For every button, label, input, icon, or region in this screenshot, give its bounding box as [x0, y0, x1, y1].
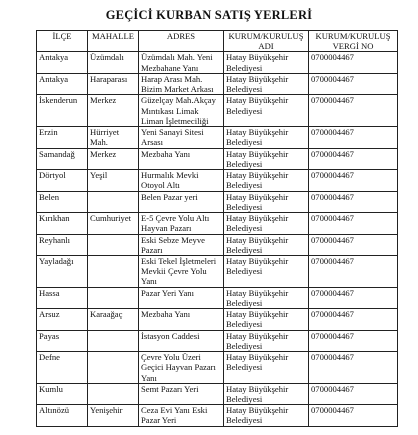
cell-mahalle [88, 191, 139, 213]
cell-vergi-no: 0700004467 [309, 330, 398, 352]
cell-mahalle: Karaağaç [88, 309, 139, 331]
cell-mahalle: Üzümdalı [88, 52, 139, 74]
cell-adres: Pazar Yeri Yanı [139, 287, 224, 309]
table-row [37, 330, 398, 352]
cell-ilce: Dörtyol [37, 170, 88, 192]
cell-ilce: İskenderun [37, 95, 88, 127]
cell-adres: Hurmalık Mevki Otoyol Altı [139, 170, 224, 192]
cell-adres: Semt Pazarı Yeri [139, 383, 224, 405]
cell-adres: E-5 Çevre Yolu Altı Hayvan Pazarı [139, 213, 224, 235]
cell-kurum-adi: Hatay Büyükşehir Belediyesi [224, 234, 309, 256]
document-title: GEÇİCİ KURBAN SATIŞ YERLERİ [105, 8, 313, 22]
cell-ilce: Reyhanlı [37, 234, 88, 256]
cell-adres: Mezbaha Yanı [139, 309, 224, 331]
cell-ilce: Samandağ [37, 148, 88, 170]
table-row [37, 191, 398, 213]
cell-mahalle: Merkez [88, 95, 139, 127]
header-mahalle: MAHALLE [88, 31, 139, 52]
cell-kurum-adi: Hatay Büyükşehir Belediyesi [224, 52, 309, 74]
cell-vergi-no: 0700004467 [309, 73, 398, 95]
cell-kurum-adi: Hatay Büyükşehir Belediyesi [224, 309, 309, 331]
cell-mahalle: Yenişehir [88, 405, 139, 427]
cell-ilce: Kırıkhan [37, 213, 88, 235]
cell-vergi-no: 0700004467 [309, 309, 398, 331]
cell-adres: Eski Tekel İşletmeleri Mevkii Çevre Yolu Yanı [139, 256, 224, 288]
cell-mahalle: Hürriyet Mah. [88, 127, 139, 149]
cell-adres: Eski Sebze Meyve Pazarı [139, 234, 224, 256]
table-row [37, 234, 398, 256]
header-ilce: İLÇE [37, 31, 88, 52]
cell-mahalle: Cumhuriyet [88, 213, 139, 235]
table-row [37, 287, 398, 309]
cell-ilce: Arsuz [37, 309, 88, 331]
cell-ilce: Kumlu [37, 383, 88, 405]
sales-locations-table [36, 30, 398, 427]
cell-kurum-adi: Hatay Büyükşehir Belediyesi [224, 148, 309, 170]
cell-adres: Üzümdalı Mah. Yeni Mezbahane Yanı [139, 52, 224, 74]
table-row [37, 213, 398, 235]
cell-ilce: Hassa [37, 287, 88, 309]
cell-vergi-no: 0700004467 [309, 213, 398, 235]
table-row [37, 405, 398, 427]
cell-ilce: Defne [37, 352, 88, 384]
cell-adres: Ceza Evi Yanı Eski Pazar Yeri [139, 405, 224, 427]
header-adres: ADRES [139, 31, 224, 52]
cell-kurum-adi: Hatay Büyükşehir Belediyesi [224, 256, 309, 288]
cell-vergi-no: 0700004467 [309, 127, 398, 149]
table-row [37, 73, 398, 95]
cell-vergi-no: 0700004467 [309, 352, 398, 384]
cell-kurum-adi: Hatay Büyükşehir Belediyesi [224, 352, 309, 384]
cell-adres: Harap Arası Mah. Bizim Market Arkası [139, 73, 224, 95]
cell-ilce: Belen [37, 191, 88, 213]
cell-adres: Mezbaha Yanı [139, 148, 224, 170]
cell-adres: Yeni Sanayi Sitesi Arsası [139, 127, 224, 149]
table-row [37, 52, 398, 74]
cell-adres: Belen Pazar yeri [139, 191, 224, 213]
table-header-row [37, 31, 398, 52]
cell-kurum-adi: Hatay Büyükşehir Belediyesi [224, 405, 309, 427]
cell-mahalle [88, 330, 139, 352]
cell-vergi-no: 0700004467 [309, 170, 398, 192]
header-vergi-no: KURUM/KURULUŞ VERGİ NO [309, 31, 398, 52]
cell-ilce: Antakya [37, 73, 88, 95]
cell-kurum-adi: Hatay Büyükşehir Belediyesi [224, 191, 309, 213]
cell-vergi-no: 0700004467 [309, 191, 398, 213]
cell-kurum-adi: Hatay Büyükşehir Belediyesi [224, 127, 309, 149]
cell-mahalle: Yeşil [88, 170, 139, 192]
cell-mahalle [88, 256, 139, 288]
header-kurum-adi: KURUM/KURULUŞ ADI [224, 31, 309, 52]
cell-mahalle [88, 234, 139, 256]
cell-kurum-adi: Hatay Büyükşehir Belediyesi [224, 73, 309, 95]
cell-mahalle [88, 287, 139, 309]
table-row [37, 170, 398, 192]
cell-ilce: Antakya [37, 52, 88, 74]
table-row [37, 127, 398, 149]
cell-mahalle [88, 352, 139, 384]
cell-kurum-adi: Hatay Büyükşehir Belediyesi [224, 330, 309, 352]
cell-kurum-adi: Hatay Büyükşehir Belediyesi [224, 383, 309, 405]
cell-mahalle [88, 383, 139, 405]
cell-ilce: Yayladağı [37, 256, 88, 288]
cell-kurum-adi: Hatay Büyükşehir Belediyesi [224, 213, 309, 235]
cell-ilce: Payas [37, 330, 88, 352]
table-row [37, 383, 398, 405]
cell-vergi-no: 0700004467 [309, 287, 398, 309]
cell-vergi-no: 0700004467 [309, 52, 398, 74]
table-row [37, 256, 398, 288]
cell-adres: Güzelçay Mah.Akçay Mıntıkası Limak Liman İşletmeciliği [139, 95, 224, 127]
cell-kurum-adi: Hatay Büyükşehir Belediyesi [224, 287, 309, 309]
cell-vergi-no: 0700004467 [309, 383, 398, 405]
cell-vergi-no: 0700004467 [309, 405, 398, 427]
table-row [37, 352, 398, 384]
cell-vergi-no: 0700004467 [309, 256, 398, 288]
cell-kurum-adi: Hatay Büyükşehir Belediyesi [224, 170, 309, 192]
table-row [37, 95, 398, 127]
cell-mahalle: Merkez [88, 148, 139, 170]
table-row [37, 309, 398, 331]
cell-adres: Çevre Yolu Üzeri Geçici Hayvan Pazarı Yanı [139, 352, 224, 384]
cell-mahalle: Haraparası [88, 73, 139, 95]
cell-vergi-no: 0700004467 [309, 234, 398, 256]
cell-adres: İstasyon Caddesi [139, 330, 224, 352]
cell-vergi-no: 0700004467 [309, 148, 398, 170]
cell-vergi-no: 0700004467 [309, 95, 398, 127]
cell-ilce: Erzin [37, 127, 88, 149]
cell-ilce: Altınözü [37, 405, 88, 427]
table-row [37, 148, 398, 170]
cell-kurum-adi: Hatay Büyükşehir Belediyesi [224, 95, 309, 127]
